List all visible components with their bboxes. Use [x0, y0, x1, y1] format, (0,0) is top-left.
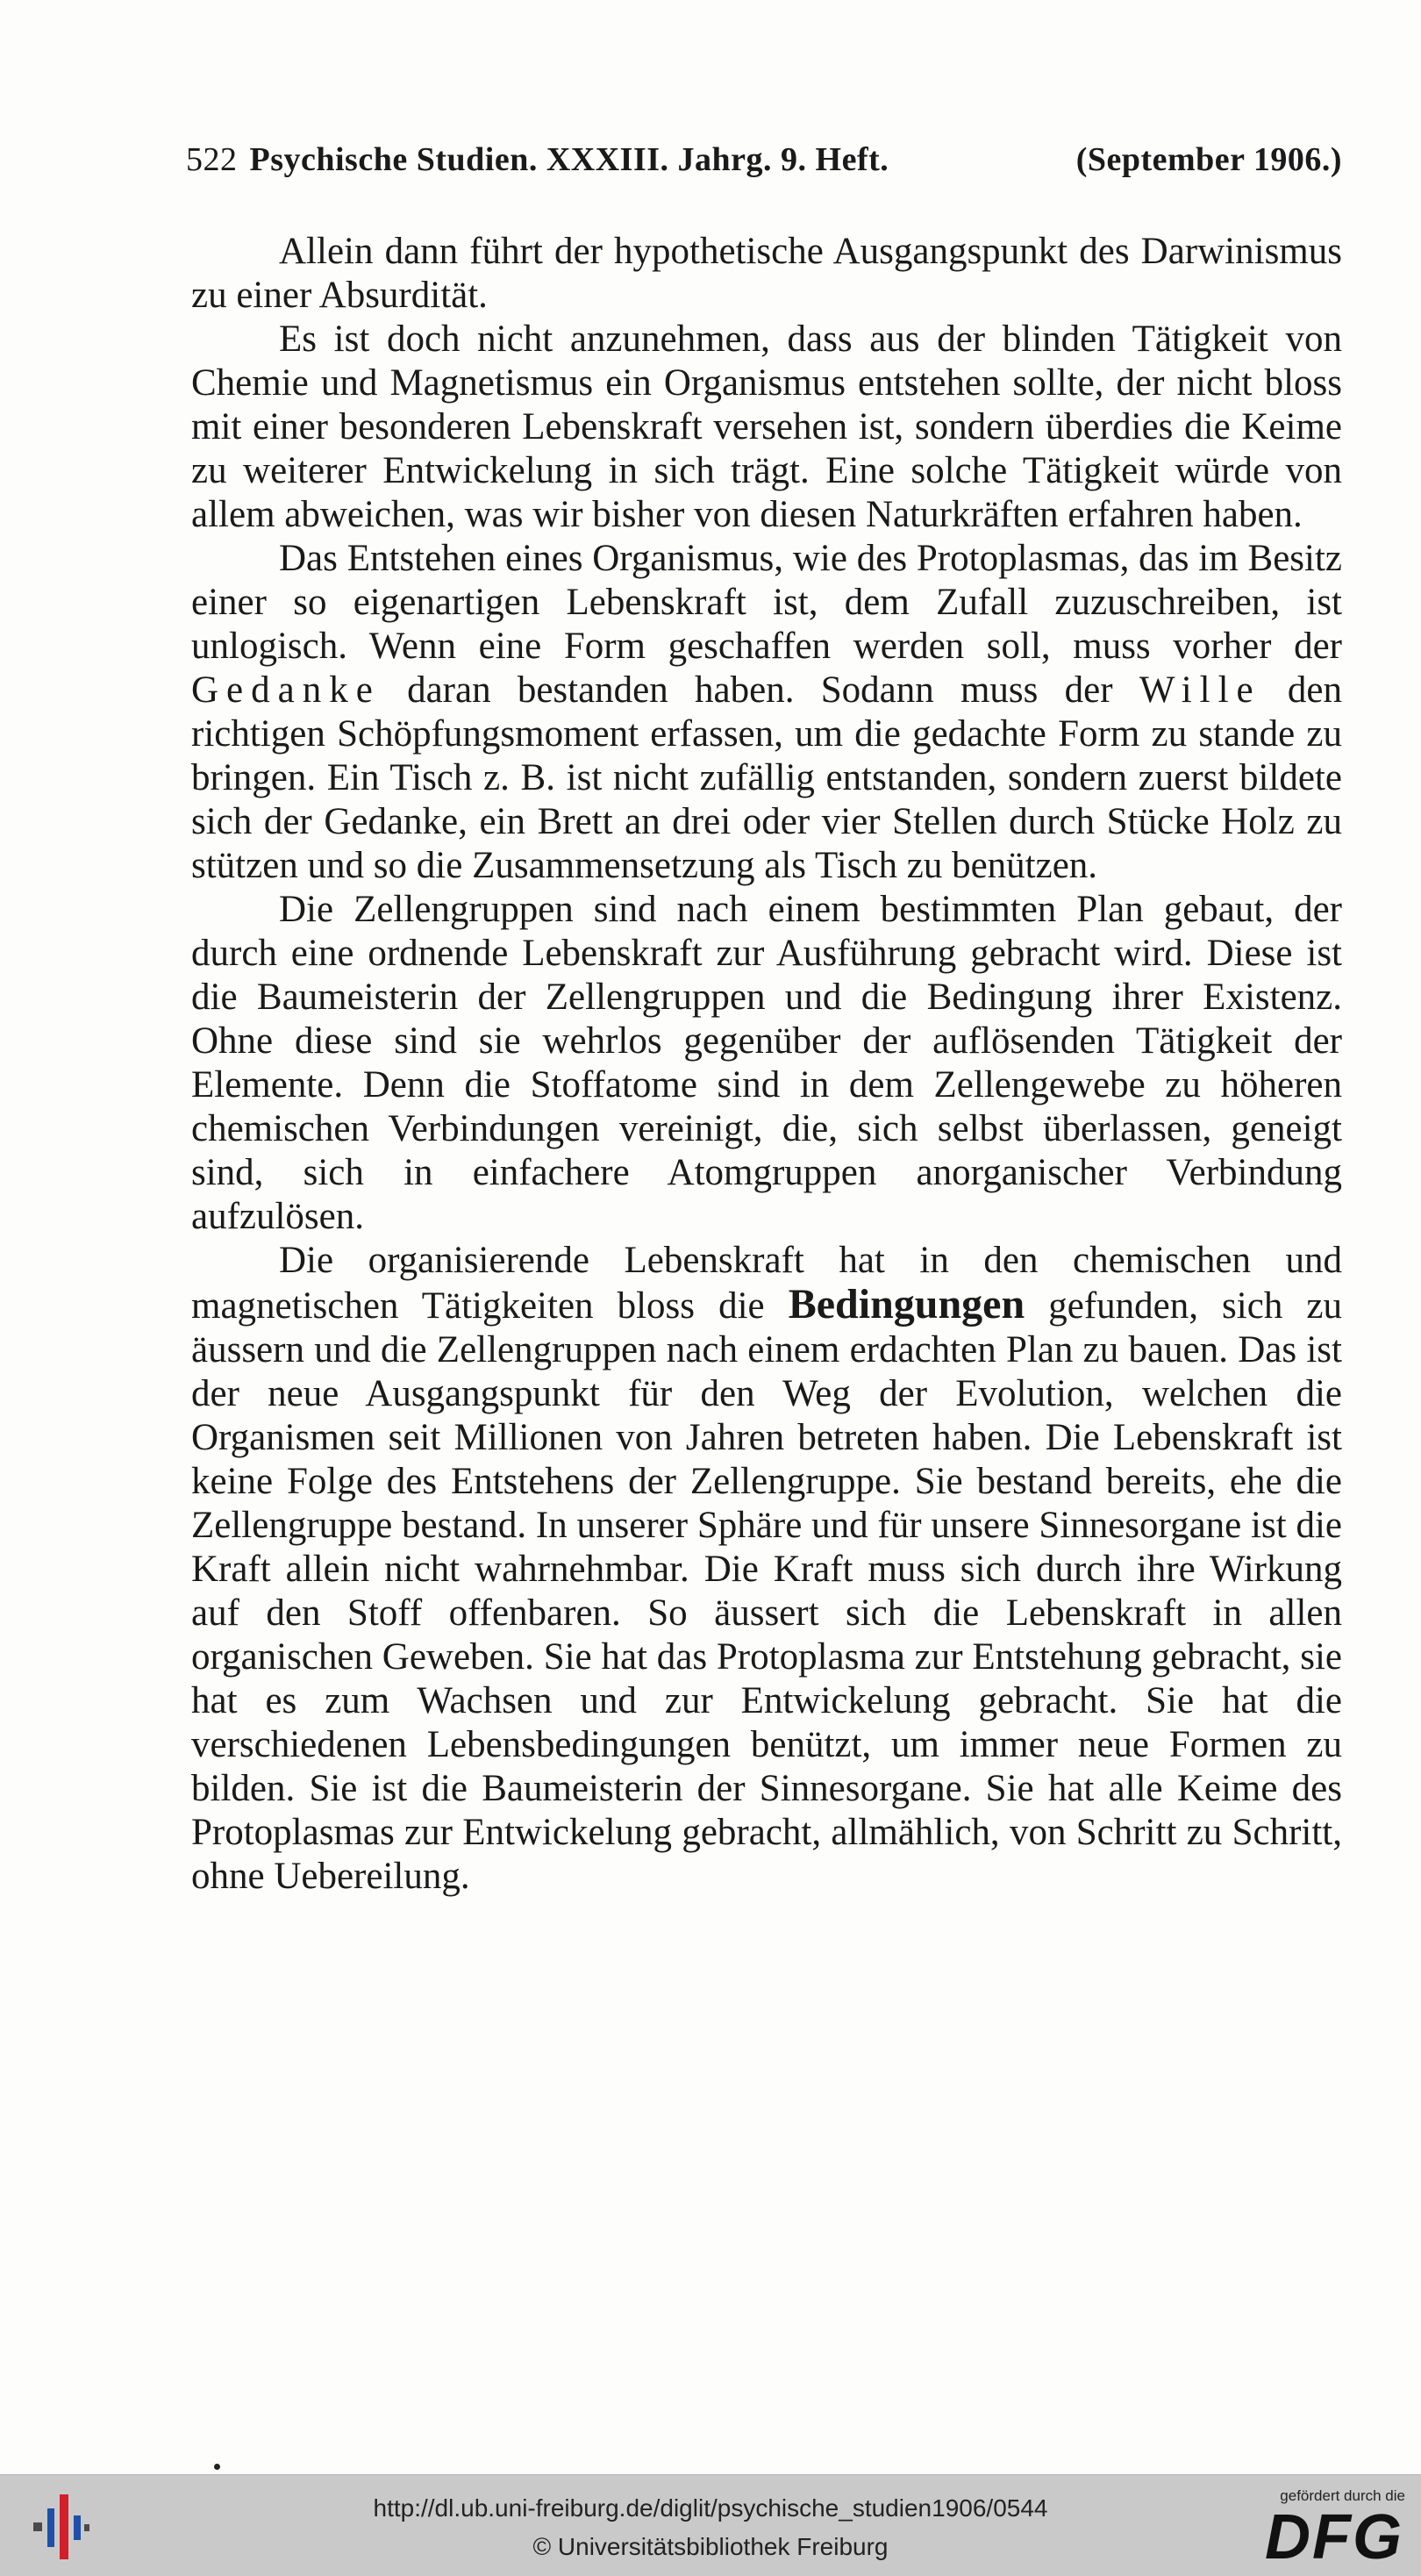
- issue-date: (September 1906.): [1075, 141, 1342, 178]
- sponsor-caption: gefördert durch die: [1280, 2487, 1405, 2504]
- emphasis-gedanke: Gedanke: [191, 669, 381, 711]
- emphasis-wille: Wille: [1139, 669, 1261, 711]
- scan-speck: [214, 2464, 220, 2470]
- paragraph-1: [191, 230, 1342, 318]
- body-text: [191, 230, 1342, 1899]
- dfg-logo[interactable]: DFG: [1265, 2502, 1403, 2572]
- paragraph-3-text-c: den richtigen Schöpfungsmoment erfassen, um die gedachte Form zu stande zu bringen. Ein Tisch z. B. ist nicht zufällig entstanden, sondern zuerst bildete sich der Gedanke, ein Brett an drei oder vier Stellen durch Stücke Holz zu stützen und so die Zusammensetzung als Tisch zu benützen.: [191, 669, 1342, 886]
- copyright-notice: © Universitätsbibliothek Freiburg: [532, 2533, 889, 2560]
- running-header: [186, 140, 1342, 179]
- paragraph-5-text-a: Die organisierende Lebenskraft hat in den chemischen und magnetischen Tätigkeiten bloss die: [191, 1240, 1342, 1327]
- page-number: 522: [186, 141, 238, 178]
- emphasis-bedingungen: Bedingungen: [788, 1281, 1025, 1327]
- paragraph-3-text-a: Das Entstehen eines Organismus, wie des Protoplasmas, das im Besitz einer so eigenartigen Lebenskraft ist, dem Zufall zuzuschreiben, ist unlogisch. Wenn eine Form geschaffen werden soll, muss vorher der: [191, 538, 1342, 667]
- journal-title: Psychische Studien. XXXIII. Jahrg. 9. Heft.: [249, 141, 889, 178]
- viewer-footer: [0, 2474, 1421, 2576]
- paragraph-1-text: Allein dann führt der hypothetische Ausgangspunkt des Darwinismus zu einer Absurdität.: [191, 231, 1342, 316]
- paragraph-2-text: Es ist doch nicht anzunehmen, dass aus der blinden Tätigkeit von Chemie und Magnetismus ein Organismus entstehen sollte, der nicht bloss mit einer besonderen Lebenskraft versehen ist, sondern überdies die Keime zu weiterer Entwickelung in sich trägt. Eine solche Tätigkeit würde von allem abweichen, was wir bisher von diesen Naturkräften erfahren haben.: [191, 318, 1342, 535]
- paragraph-5-text-b: gefunden, sich zu äussern und die Zellengruppen nach einem erdachten Plan zu bauen. Das ist der neue Ausgangspunkt für den Weg der Evolution, welchen die Organismen seit Millionen von Jahren betreten haben. Die Lebenskraft ist keine Folge des Entstehens der Zellengruppe. Sie bestand bereits, ehe die Zellengruppe bestand. In unserer Sphäre und für unsere Sinnesorgane ist die Kraft allein nicht wahrnehmbar. Die Kraft muss sich durch ihre Wirkung auf den Stoff offenbaren. So äussert sich die Lebenskraft in allen organischen Geweben. Sie hat das Protoplasma zur Entstehung gebracht, sie hat es zum Wachsen und zur Entwickelung gebracht. Sie hat die verschiedenen Lebensbedingungen benützt, um immer neue Formen zu bilden. Sie ist die Baumeisterin der Sinnesorgane. Sie hat alle Keime des Protoplasmas zur Entwickelung gebracht, allmählich, von Schritt zu Schritt, ohne Uebereilung.: [191, 1285, 1342, 1897]
- paragraph-3-text-b: daran bestanden haben. Sodann muss der: [380, 669, 1139, 711]
- paragraph-5: [191, 1239, 1342, 1899]
- paragraph-4-text: Die Zellengruppen sind nach einem bestimmten Plan gebaut, der durch eine ordnende Lebenskraft zur Ausführung gebracht wird. Diese ist die Baumeisterin der Zellengruppen und die Bedingung ihrer Existenz. Ohne diese sind sie wehrlos gegenüber der auflösenden Tätigkeit der Elemente. Denn die Stoffatome sind in dem Zellengewebe zu höheren chemischen Verbindungen vereinigt, die, sich selbst überlassen, geneigt sind, sich in einfachere Atomgruppen anorganischer Verbindung aufzulösen.: [191, 889, 1342, 1237]
- paragraph-3: [191, 537, 1342, 888]
- paragraph-2: [191, 318, 1342, 537]
- paragraph-4: [191, 888, 1342, 1239]
- permalink-url[interactable]: http://dl.ub.uni-freiburg.de/diglit/psychische_studien1906/0544: [373, 2494, 1048, 2522]
